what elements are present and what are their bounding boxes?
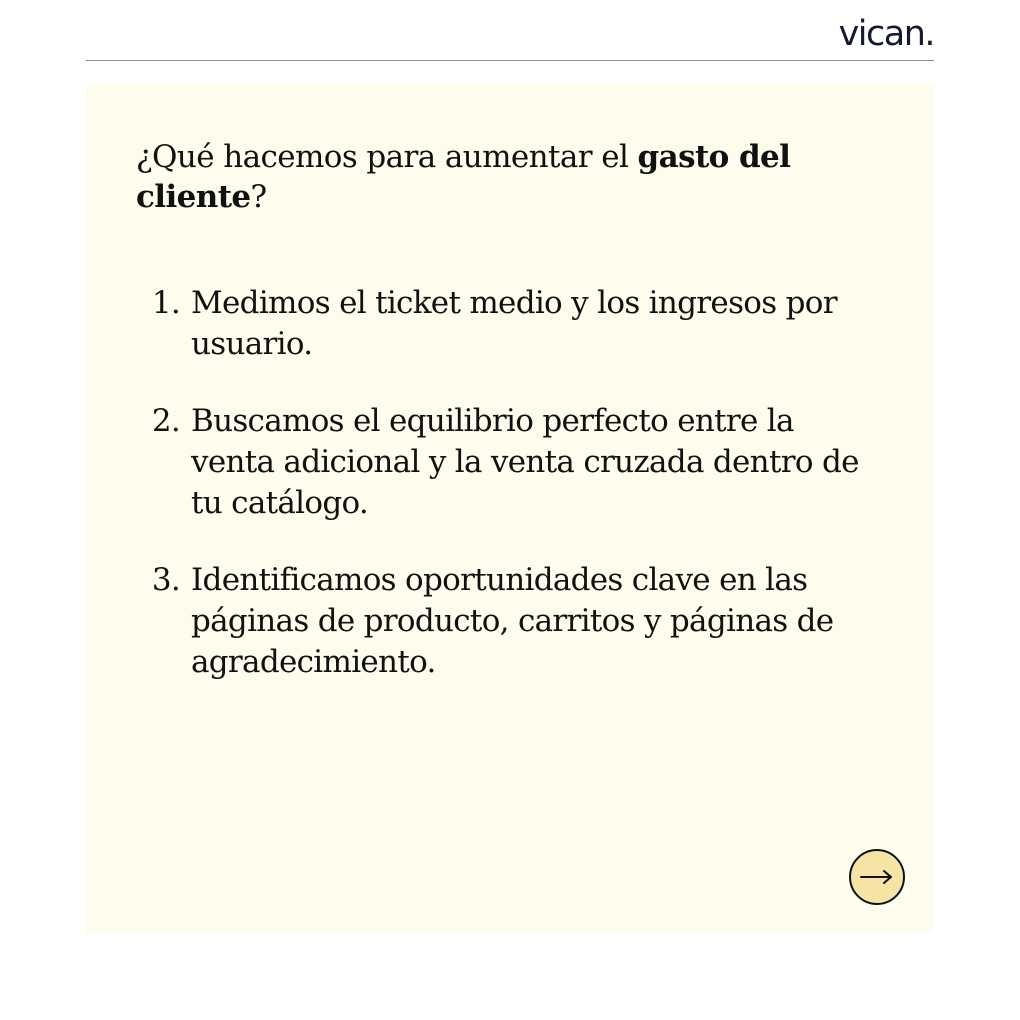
list-item: [136, 560, 876, 683]
next-button[interactable]: [849, 849, 905, 905]
steps-list: [136, 283, 876, 719]
header-divider: [86, 60, 934, 61]
step-number: 1.: [151, 285, 180, 321]
card-heading: [136, 137, 856, 217]
brand-logo: vican.: [838, 14, 934, 54]
arrow-right-icon: [860, 869, 894, 885]
step-text: Buscamos el equilibrio perfecto entre la venta adicional y la venta cruzada dentro de tu catálogo.: [191, 403, 859, 521]
heading-emphasis: gasto del cliente: [136, 139, 791, 215]
content-card: [86, 85, 934, 933]
list-item: [136, 401, 876, 524]
step-number: 2.: [151, 403, 180, 439]
heading-prefix: ¿Qué hacemos para aumentar el: [136, 139, 638, 175]
list-item: [136, 283, 876, 365]
step-number: 3.: [151, 562, 180, 598]
step-text: Identificamos oportunidades clave en las páginas de producto, carritos y páginas de agradecimiento.: [191, 562, 834, 680]
heading-suffix: ?: [250, 179, 267, 215]
step-text: Medimos el ticket medio y los ingresos por usuario.: [191, 285, 837, 362]
